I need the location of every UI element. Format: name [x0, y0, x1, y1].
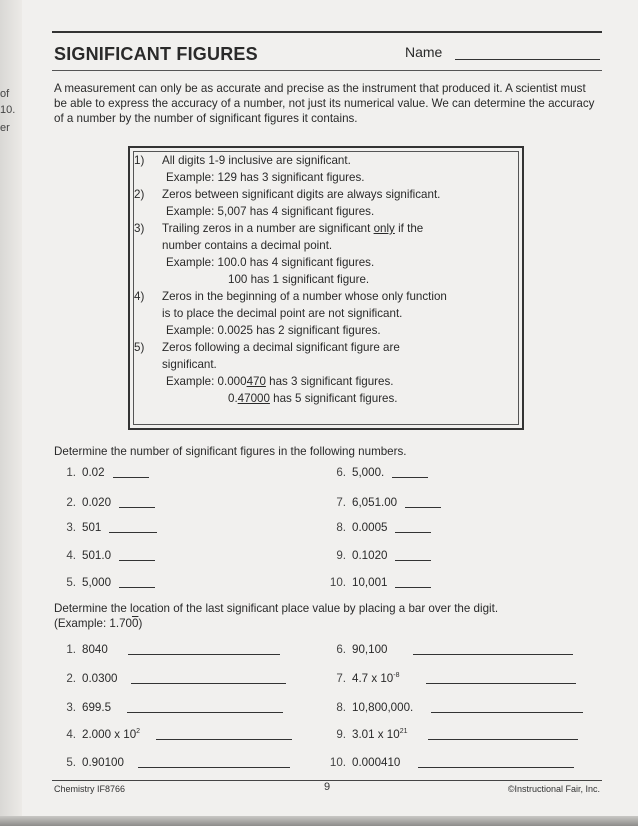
example-text: has 3 significant figures.	[265, 375, 394, 388]
question-number: 1.	[66, 643, 76, 656]
answer-blank[interactable]	[395, 532, 431, 533]
rule-text: Zeros between significant digits are always significant.	[162, 188, 441, 201]
rule-text: Trailing zeros in a number are significant	[162, 222, 374, 235]
rule-text-emphasis: only	[373, 222, 395, 235]
example-underlined: 47000	[237, 392, 270, 405]
rules-box	[128, 146, 524, 430]
question-number: 5.	[66, 756, 76, 769]
rule-number: 4)	[134, 290, 145, 303]
intro-paragraph: A measurement can only be as accurate and precise as the instrument that produced it. A scientist must be able to express the accuracy of a number, not just its numerical value. We can determine the accuracy of a number by the number of significant figures it contains.	[54, 82, 595, 126]
question-value: 501	[82, 521, 102, 534]
question-value: 2.000 x 10	[82, 728, 137, 741]
answer-blank[interactable]	[413, 654, 573, 655]
question-value: 0.000410	[352, 756, 401, 769]
rule-3	[134, 220, 514, 237]
answer-blank[interactable]	[395, 587, 431, 588]
question-row	[322, 728, 578, 741]
rule-3-example: Example: 100.0 has 4 significant figures.	[166, 256, 375, 269]
edge-fragment: 10.	[0, 104, 16, 116]
section-1-instruction: Determine the number of significant figures in the following numbers.	[54, 445, 407, 458]
edge-fragment: of	[0, 88, 10, 100]
exponent: -8	[393, 672, 400, 680]
name-label: Name	[405, 44, 443, 60]
page-number: 9	[324, 781, 331, 793]
footer-copyright: ©Instructional Fair, Inc.	[507, 784, 600, 794]
question-value: 5,000	[82, 576, 112, 589]
answer-blank[interactable]	[109, 532, 157, 533]
example-text: has 5 significant figures.	[269, 392, 398, 405]
rule-1	[134, 152, 514, 169]
question-row	[52, 728, 292, 741]
question-value: 0.0300	[82, 672, 118, 685]
question-number: 3.	[66, 521, 76, 534]
question-number: 9.	[336, 549, 346, 562]
question-number: 5.	[66, 576, 76, 589]
example-underlined: 470	[246, 375, 266, 388]
answer-blank[interactable]	[131, 683, 286, 684]
question-row	[322, 576, 431, 589]
answer-blank[interactable]	[138, 767, 290, 768]
answer-blank[interactable]	[127, 712, 283, 713]
answer-blank[interactable]	[428, 739, 578, 740]
question-number: 7.	[336, 496, 346, 509]
answer-blank[interactable]	[119, 560, 155, 561]
rules-list	[134, 152, 514, 407]
question-number: 8.	[336, 701, 346, 714]
worksheet-page	[52, 0, 602, 826]
question-number: 6.	[336, 466, 346, 479]
answer-blank[interactable]	[113, 477, 149, 478]
example-barred-digit: 0	[131, 617, 139, 630]
example-text: (Example: 1.70	[54, 617, 132, 630]
question-number: 2.	[66, 496, 76, 509]
rule-5-example-2	[134, 390, 514, 407]
question-value: 10,800,000.	[352, 701, 414, 714]
section-2-instruction-text: Determine the location of the last significant place value by placing a bar over the digit.	[54, 602, 499, 615]
title-rule	[52, 70, 602, 71]
rule-text: Zeros in the beginning of a number whose only function	[162, 290, 447, 303]
question-row	[322, 701, 583, 714]
question-value: 5,000.	[352, 466, 385, 479]
top-rule	[52, 31, 602, 33]
question-value: 0.0005	[352, 521, 388, 534]
question-value: 10,001	[352, 576, 388, 589]
question-row	[322, 521, 431, 534]
edge-fragment: er	[0, 122, 10, 134]
question-value: 0.02	[82, 466, 105, 479]
rule-4-example: Example: 0.0025 has 2 significant figures.	[166, 324, 381, 337]
question-value: 699.5	[82, 701, 112, 714]
rule-5-example	[134, 373, 514, 390]
rule-text: if the	[394, 222, 424, 235]
question-value: 3.01 x 10	[352, 728, 400, 741]
answer-blank[interactable]	[431, 712, 583, 713]
rule-3-continued: number contains a decimal point.	[162, 239, 333, 252]
section-2-example	[54, 616, 599, 631]
answer-blank[interactable]	[156, 739, 292, 740]
answer-blank[interactable]	[392, 477, 428, 478]
question-row	[52, 466, 149, 479]
question-row	[322, 672, 576, 685]
example-text: 0.	[228, 392, 238, 405]
rule-number: 1)	[134, 154, 145, 167]
question-value: 0.1020	[352, 549, 388, 562]
rule-text: Zeros following a decimal significant figure are	[162, 341, 400, 354]
example-text: )	[138, 617, 143, 630]
rule-4	[134, 288, 514, 305]
question-value: 8040	[82, 643, 108, 656]
answer-blank[interactable]	[128, 654, 280, 655]
rule-5-continued: significant.	[162, 358, 217, 371]
question-number: 10.	[329, 576, 346, 589]
question-number: 8.	[336, 521, 346, 534]
exponent: 21	[399, 728, 408, 736]
rule-number: 2)	[134, 188, 145, 201]
question-number: 2.	[66, 672, 76, 685]
rule-5	[134, 339, 514, 356]
question-number: 9.	[336, 728, 346, 741]
question-row	[52, 672, 286, 685]
answer-blank[interactable]	[418, 767, 574, 768]
rule-text: All digits 1-9 inclusive are significant.	[162, 154, 351, 167]
question-value: 0.90100	[82, 756, 124, 769]
answer-blank[interactable]	[405, 507, 441, 508]
page-title: SIGNIFICANT FIGURES	[54, 44, 258, 64]
question-value: 90,100	[352, 643, 388, 656]
answer-blank[interactable]	[119, 587, 155, 588]
answer-blank[interactable]	[426, 683, 576, 684]
rule-2	[134, 186, 514, 203]
question-number: 6.	[336, 643, 346, 656]
question-row	[52, 756, 290, 769]
question-row	[322, 466, 428, 479]
question-row	[322, 549, 431, 562]
question-row	[322, 643, 573, 656]
question-number: 4.	[66, 728, 76, 741]
exponent: 2	[136, 728, 141, 736]
question-value: 501.0	[82, 549, 112, 562]
question-value: 4.7 x 10	[352, 672, 394, 685]
question-row	[52, 701, 283, 714]
example-text: Example: 0.000	[166, 375, 247, 388]
question-number: 1.	[66, 466, 76, 479]
rule-2-example: Example: 5,007 has 4 significant figures.	[166, 205, 375, 218]
question-number: 10.	[329, 756, 346, 769]
question-number: 3.	[66, 701, 76, 714]
answer-blank[interactable]	[119, 507, 155, 508]
rule-number: 5)	[134, 341, 145, 354]
question-row	[322, 756, 574, 769]
question-row	[52, 549, 155, 562]
question-row	[52, 643, 280, 656]
section-2-instruction	[54, 601, 599, 631]
question-value: 6,051.00	[352, 496, 398, 509]
question-number: 7.	[336, 672, 346, 685]
rule-4-continued: is to place the decimal point are not significant.	[162, 307, 403, 320]
question-row	[52, 521, 157, 534]
question-row	[322, 496, 441, 509]
rule-3-example-2: 100 has 1 significant figure.	[228, 273, 370, 286]
question-row	[52, 576, 155, 589]
answer-blank[interactable]	[395, 560, 431, 561]
question-number: 4.	[66, 549, 76, 562]
question-row	[52, 496, 155, 509]
footer-book-code: Chemistry IF8766	[54, 784, 126, 794]
rule-1-example: Example: 129 has 3 significant figures.	[166, 171, 365, 184]
name-field-line[interactable]	[455, 59, 600, 60]
rule-number: 3)	[134, 222, 145, 235]
question-value: 0.020	[82, 496, 112, 509]
